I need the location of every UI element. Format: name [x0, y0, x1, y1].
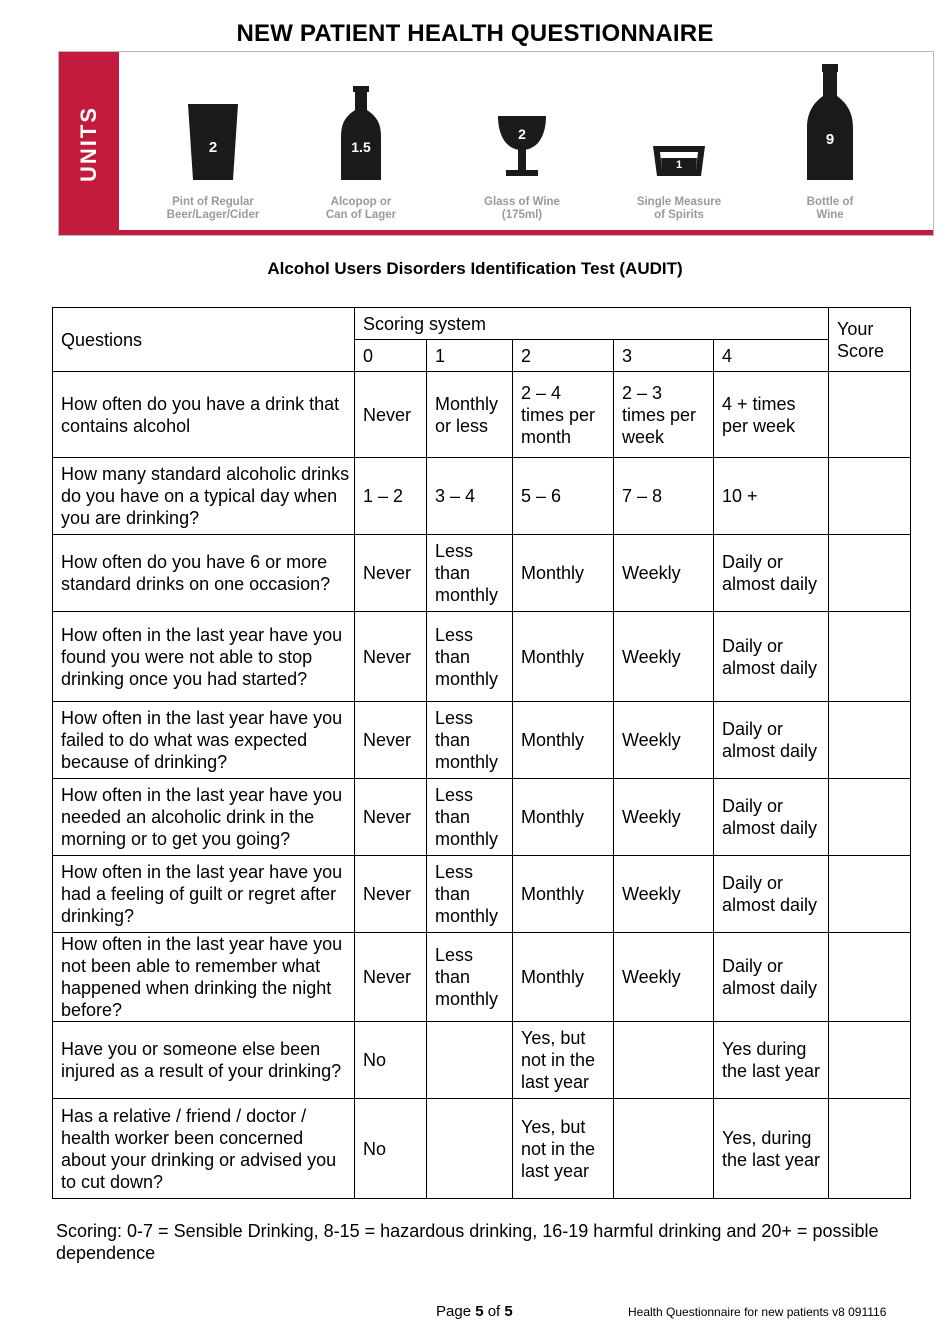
- answer-cell-2: Monthly: [513, 933, 614, 1022]
- answer-cell-2: Monthly: [513, 612, 614, 702]
- answer-cell-1: Less than monthly: [427, 933, 513, 1022]
- your-score-cell[interactable]: [829, 458, 911, 535]
- answer-cell-3: Weekly: [614, 702, 714, 779]
- wine-glass-units: 2: [518, 126, 526, 142]
- your-score-cell[interactable]: [829, 933, 911, 1022]
- table-row: [53, 535, 911, 612]
- table-row: [53, 933, 911, 1022]
- answer-cell-1: Less than monthly: [427, 612, 513, 702]
- your-score-cell[interactable]: [829, 702, 911, 779]
- answer-cell-1: Less than monthly: [427, 702, 513, 779]
- answer-cell-3: Weekly: [614, 856, 714, 933]
- score-column-1: 1: [427, 340, 513, 372]
- your-score-cell[interactable]: [829, 612, 911, 702]
- answer-cell-1: [427, 1099, 513, 1199]
- answer-cell-1: Less than monthly: [427, 779, 513, 856]
- question-cell: How often do you have a drink that contains alcohol: [53, 372, 355, 458]
- your-score-cell[interactable]: [829, 779, 911, 856]
- question-cell: How often in the last year have you had a feeling of guilt or regret after drinking?: [53, 856, 355, 933]
- question-cell: How often in the last year have you failed to do what was expected because of drinking?: [53, 702, 355, 779]
- spirit-glass-icon: [599, 52, 759, 192]
- question-cell: Have you or someone else been injured as a result of your drinking?: [53, 1022, 355, 1099]
- units-banner: [58, 51, 934, 236]
- answer-cell-0: Never: [355, 372, 427, 458]
- answer-cell-3: Weekly: [614, 535, 714, 612]
- your-score-cell[interactable]: [829, 856, 911, 933]
- answer-cell-4: Daily or almost daily: [714, 535, 829, 612]
- answer-cell-0: Never: [355, 612, 427, 702]
- answer-cell-2: Monthly: [513, 535, 614, 612]
- answer-cell-4: Daily or almost daily: [714, 702, 829, 779]
- question-cell: How often in the last year have you found you were not able to stop drinking once you had started?: [53, 612, 355, 702]
- answer-cell-4: Yes, during the last year: [714, 1099, 829, 1199]
- alcopop-caption: Alcopop or Can of Lager: [325, 196, 397, 221]
- answer-cell-0: Never: [355, 535, 427, 612]
- alcopop-units: 1.5: [351, 139, 371, 155]
- questions-header: Questions: [53, 308, 355, 372]
- your-score-cell[interactable]: [829, 535, 911, 612]
- answer-cell-0: 1 – 2: [355, 458, 427, 535]
- answer-cell-4: Daily or almost daily: [714, 779, 829, 856]
- answer-cell-4: 4 + times per week: [714, 372, 829, 458]
- answer-cell-3: Weekly: [614, 612, 714, 702]
- units-strip: [59, 52, 119, 235]
- drink-alcopop: [281, 52, 441, 232]
- table-row: [53, 612, 911, 702]
- answer-cell-3: 7 – 8: [614, 458, 714, 535]
- question-cell: Has a relative / friend / doctor / health worker been concerned about your drinking or advised you to cut down?: [53, 1099, 355, 1199]
- answer-cell-2: Yes, but not in the last year: [513, 1099, 614, 1199]
- drink-wine-glass: [442, 52, 602, 232]
- answer-cell-1: [427, 1022, 513, 1099]
- answer-cell-4: Daily or almost daily: [714, 612, 829, 702]
- your-score-cell[interactable]: [829, 372, 911, 458]
- question-cell: How often do you have 6 or more standard drinks on one occasion?: [53, 535, 355, 612]
- wine-bottle-caption: Bottle of Wine: [806, 196, 854, 221]
- answer-cell-4: Yes during the last year: [714, 1022, 829, 1099]
- wine-glass-caption: Glass of Wine (175ml): [484, 196, 560, 221]
- table-row: [53, 779, 911, 856]
- pint-glass-icon: [133, 52, 293, 192]
- answer-cell-0: Never: [355, 933, 427, 1022]
- score-column-0: 0: [355, 340, 427, 372]
- answer-cell-0: No: [355, 1022, 427, 1099]
- table-row: [53, 372, 911, 458]
- score-column-2: 2: [513, 340, 614, 372]
- page-number: Page 5 of 5: [436, 1303, 513, 1320]
- your-score-cell[interactable]: [829, 1022, 911, 1099]
- page-title: NEW PATIENT HEALTH QUESTIONNAIRE: [236, 20, 714, 47]
- document-reference: Health Questionnaire for new patients v8 091116: [628, 1305, 887, 1319]
- wine-glass-icon: [442, 52, 602, 192]
- table-row: [53, 458, 911, 535]
- score-column-3: 3: [614, 340, 714, 372]
- answer-cell-3: [614, 1022, 714, 1099]
- answer-cell-2: Monthly: [513, 779, 614, 856]
- answer-cell-1: Monthly or less: [427, 372, 513, 458]
- drink-pint: [133, 52, 293, 232]
- alcopop-bottle-icon: [281, 52, 441, 192]
- pint-caption: Pint of Regular Beer/Lager/Cider: [166, 196, 260, 221]
- score-column-4: 4: [714, 340, 829, 372]
- question-cell: How often in the last year have you not been able to remember what happened when drinking the night before?: [53, 933, 355, 1022]
- wine-bottle-units: 9: [825, 131, 835, 148]
- audit-title: Alcohol Users Disorders Identification Test (AUDIT): [267, 259, 683, 278]
- answer-cell-0: Never: [355, 779, 427, 856]
- table-row: [53, 1022, 911, 1099]
- pint-units: 2: [208, 139, 218, 156]
- scoring-system-header: Scoring system: [355, 308, 829, 340]
- table-header-row: [53, 308, 911, 340]
- audit-table: [52, 307, 911, 1199]
- drink-spirit: [599, 52, 759, 232]
- your-score-cell[interactable]: [829, 1099, 911, 1199]
- spirit-units: 1: [675, 159, 683, 171]
- answer-cell-0: No: [355, 1099, 427, 1199]
- your-score-header: Your Score: [829, 308, 911, 372]
- answer-cell-2: 5 – 6: [513, 458, 614, 535]
- answer-cell-3: [614, 1099, 714, 1199]
- answer-cell-0: Never: [355, 702, 427, 779]
- answer-cell-2: Yes, but not in the last year: [513, 1022, 614, 1099]
- answer-cell-4: Daily or almost daily: [714, 933, 829, 1022]
- answer-cell-4: Daily or almost daily: [714, 856, 829, 933]
- answer-cell-3: Weekly: [614, 779, 714, 856]
- units-label: UNITS: [76, 106, 101, 182]
- table-row: [53, 1099, 911, 1199]
- answer-cell-2: Monthly: [513, 702, 614, 779]
- answer-cell-3: 2 – 3 times per week: [614, 372, 714, 458]
- drink-wine-bottle: [750, 52, 910, 232]
- answer-cell-1: 3 – 4: [427, 458, 513, 535]
- answer-cell-1: Less than monthly: [427, 535, 513, 612]
- answer-cell-0: Never: [355, 856, 427, 933]
- table-row: [53, 702, 911, 779]
- answer-cell-4: 10 +: [714, 458, 829, 535]
- answer-cell-2: 2 – 4 times per month: [513, 372, 614, 458]
- question-cell: How often in the last year have you needed an alcoholic drink in the morning or to get you going?: [53, 779, 355, 856]
- answer-cell-1: Less than monthly: [427, 856, 513, 933]
- wine-bottle-icon: [750, 52, 910, 192]
- table-row: [53, 856, 911, 933]
- answer-cell-2: Monthly: [513, 856, 614, 933]
- scoring-note: Scoring: 0-7 = Sensible Drinking, 8-15 = hazardous drinking, 16-19 harmful drinking and 20+ = possible dependence: [56, 1221, 879, 1263]
- question-cell: How many standard alcoholic drinks do you have on a typical day when you are drinking?: [53, 458, 355, 535]
- spirit-caption: Single Measure of Spirits: [636, 196, 722, 221]
- answer-cell-3: Weekly: [614, 933, 714, 1022]
